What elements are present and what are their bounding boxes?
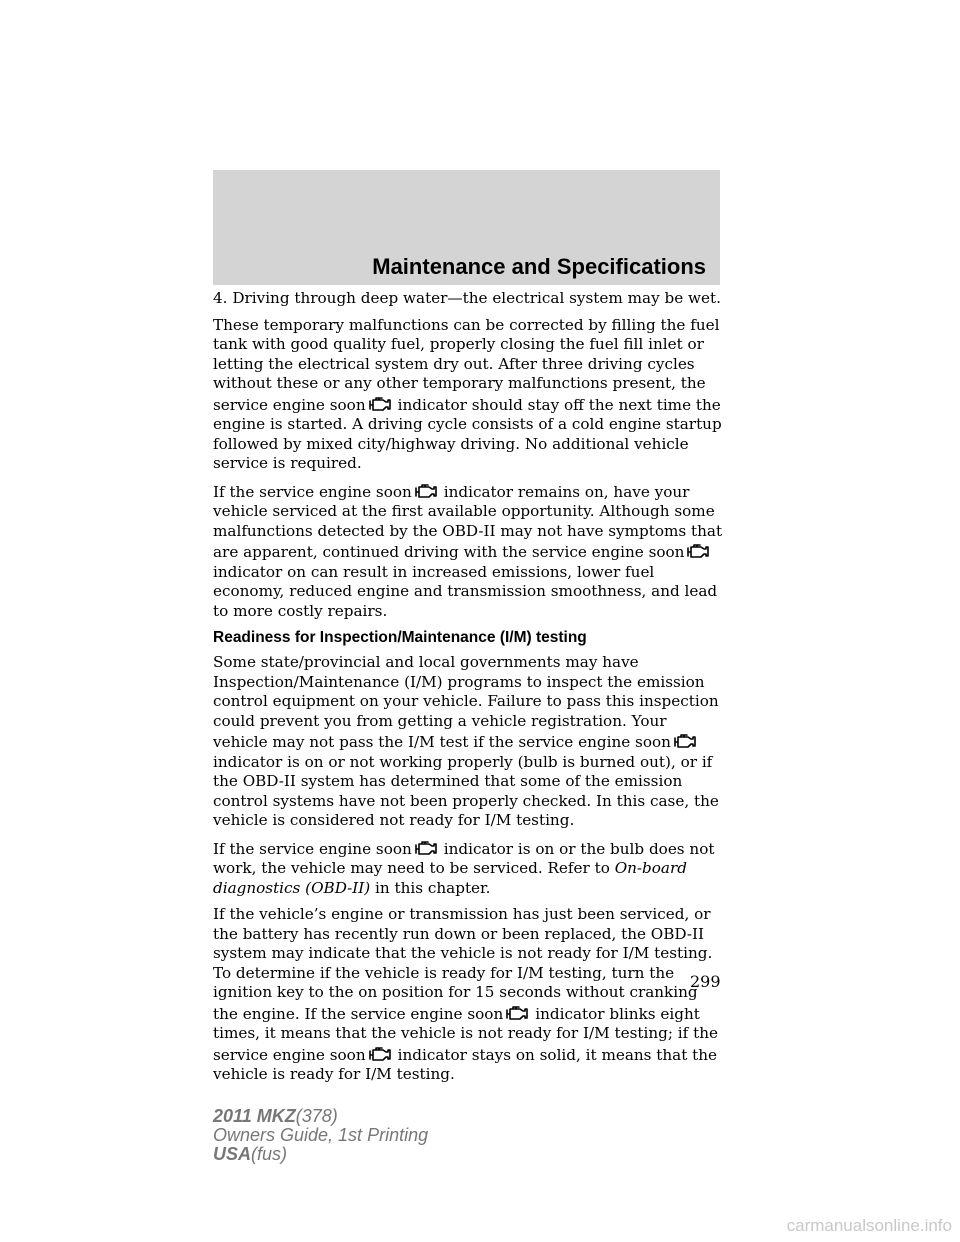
watermark: carmanualsonline.info	[786, 1216, 952, 1235]
engine-icon	[368, 394, 392, 414]
cross-reference-link[interactable]: On-board diagnostics (OBD-II)	[213, 859, 687, 897]
paragraph-5: If the service engine soon indicator is on or the bulb does not work, the vehicle may need to be serviced. Refer to On-board diagnostics (OBD-II) in this chapter.	[213, 839, 715, 897]
footer-line-3: USA(fus)	[213, 1144, 288, 1164]
paragraph-2: These temporary malfunctions can be corrected by filling the fuel tank with good quality fuel, properly closing the fuel fill inlet or letting the electrical system dry out. After three driving cycles without these or any other temporary malfunctions present, the service engine soon indicator should stay off the next time the engine is started. A driving cycle consists of a cold engine startup followed by mixed city/highway driving. No additional vehicle service is required.	[213, 315, 722, 472]
paragraph-6: If the vehicle’s engine or transmission has just been serviced, or the battery has recently run down or been replaced, the OBD-II system may indicate that the vehicle is not ready for I/M testing. To determine if the vehicle is ready for I/M testing, turn the ignition key to the on position for 15 seconds without cranking the engine. If the service engine soon indicator blinks eight times, it means that the vehicle is not ready for I/M testing; if the service engine soon indicator stays on solid, it means that the vehicle is ready for I/M testing.	[213, 905, 718, 1083]
paragraph-4: Some state/provincial and local governments may have Inspection/Maintenance (I/M) programs to inspect the emission control equipment on your vehicle. Failure to pass this inspection could prevent you from getting a vehicle registration. Your vehicle may not pass the I/M test if the service engine soon indicator is on or not working properly (bulb is burned out), or if the OBD-II system has determined that some of the emission control systems have not been properly checked. In this case, the vehicle is considered not ready for I/M testing.	[213, 653, 719, 829]
engine-icon	[686, 541, 710, 561]
header-band	[213, 170, 720, 285]
page-number: 299	[690, 972, 721, 991]
engine-icon	[414, 838, 438, 858]
footer-line-1: 2011 MKZ(378)	[213, 1106, 338, 1126]
paragraph-3: If the service engine soon indicator remains on, have your vehicle serviced at the first available opportunity. Although some malfunctions detected by the OBD-II may not have symptoms that are apparent, continued driving with the service engine soon indicator on can result in increased emissions, lower fuel economy, reduced engine and transmission smoothness, and lead to more costly repairs.	[213, 482, 723, 620]
engine-icon	[368, 1044, 392, 1064]
engine-icon	[505, 1003, 529, 1023]
engine-icon	[673, 731, 697, 751]
print-footer	[213, 1107, 428, 1164]
engine-icon	[414, 481, 438, 501]
paragraph-1: 4. Driving through deep water—the electrical system may be wet.	[213, 289, 721, 307]
section-heading: Readiness for Inspection/Maintenance (I/M) testing	[213, 629, 587, 646]
section-title: Maintenance and Specifications	[372, 254, 706, 279]
page-content	[213, 289, 723, 1092]
footer-line-2: Owners Guide, 1st Printing	[213, 1125, 429, 1145]
